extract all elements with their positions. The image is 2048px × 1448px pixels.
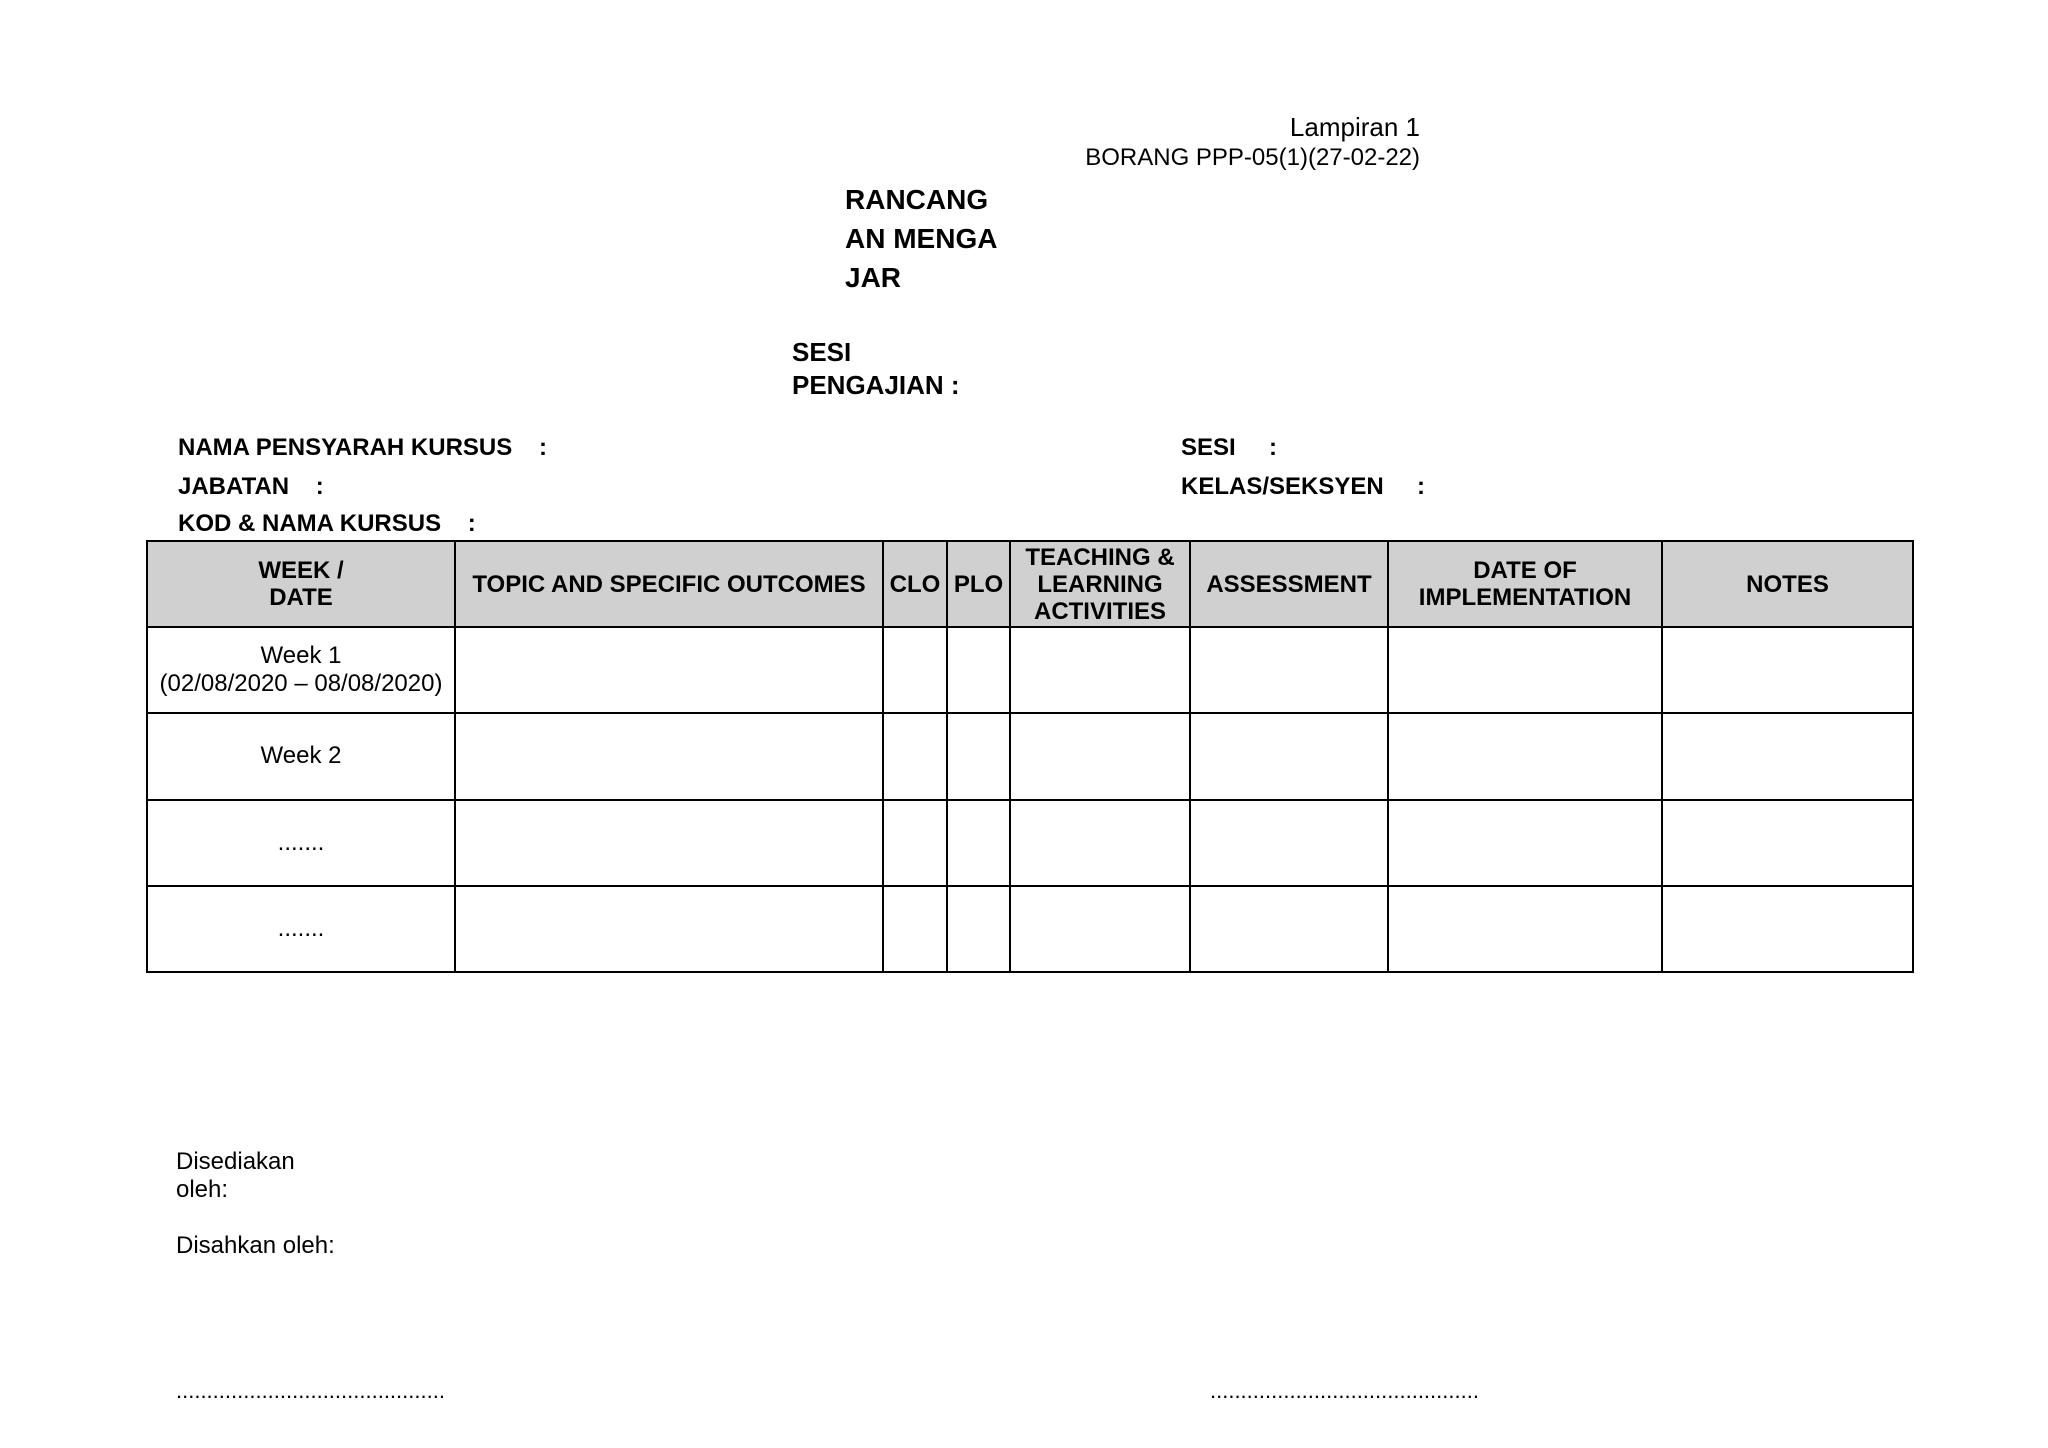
header-clo: CLO xyxy=(883,541,947,627)
empty-cell-notes xyxy=(1662,886,1913,972)
table-row xyxy=(147,886,1913,972)
empty-cell-date-of-implementation xyxy=(1388,627,1662,713)
empty-cell-clo xyxy=(883,886,947,972)
form-code: BORANG PPP-05(1)(27-02-22) xyxy=(1085,144,1420,171)
empty-cell-plo xyxy=(947,800,1010,886)
empty-cell-teaching-learning-activities xyxy=(1010,713,1190,799)
empty-cell-teaching-learning-activities xyxy=(1010,800,1190,886)
empty-cell-teaching-learning-activities xyxy=(1010,627,1190,713)
week-cell: ....... xyxy=(147,886,455,972)
sesi-field: SESI : xyxy=(1181,434,1278,461)
kelas-seksyen-field: KELAS/SEKSYEN : xyxy=(1181,473,1426,500)
table-row xyxy=(147,627,1913,713)
header-notes: NOTES xyxy=(1662,541,1913,627)
table-row xyxy=(147,800,1913,886)
table-row xyxy=(147,713,1913,799)
week-cell: Week 1 (02/08/2020 – 08/08/2020) xyxy=(147,627,455,713)
empty-cell-notes xyxy=(1662,800,1913,886)
table-header-row xyxy=(147,541,1913,627)
empty-cell-notes xyxy=(1662,627,1913,713)
empty-cell-assessment xyxy=(1190,627,1388,713)
header-plo: PLO xyxy=(947,541,1010,627)
empty-cell-topic-outcomes xyxy=(455,627,883,713)
signature-line-right: ............................................ xyxy=(1210,1378,1479,1403)
empty-cell-teaching-learning-activities xyxy=(1010,886,1190,972)
empty-cell-date-of-implementation xyxy=(1388,713,1662,799)
header-topic-outcomes: TOPIC AND SPECIFIC OUTCOMES xyxy=(455,541,883,627)
jabatan-field: JABATAN : xyxy=(178,473,324,500)
empty-cell-topic-outcomes xyxy=(455,800,883,886)
empty-cell-assessment xyxy=(1190,886,1388,972)
lampiran-label: Lampiran 1 xyxy=(1289,112,1420,142)
empty-cell-clo xyxy=(883,713,947,799)
empty-cell-clo xyxy=(883,627,947,713)
week-cell: ....... xyxy=(147,800,455,886)
sesi-pengajian-label: SESI PENGAJIAN : xyxy=(792,337,960,400)
disediakan-label: Disediakan oleh: xyxy=(176,1148,295,1203)
empty-cell-topic-outcomes xyxy=(455,713,883,799)
kod-nama-kursus-field: KOD & NAMA KURSUS : xyxy=(178,510,476,537)
empty-cell-plo xyxy=(947,713,1010,799)
header-date-of-implementation: DATE OF IMPLEMENTATION xyxy=(1388,541,1662,627)
empty-cell-plo xyxy=(947,886,1010,972)
empty-cell-assessment xyxy=(1190,800,1388,886)
disahkan-label: Disahkan oleh: xyxy=(176,1232,335,1259)
teaching-plan-table xyxy=(146,540,1914,973)
week-cell: Week 2 xyxy=(147,713,455,799)
empty-cell-assessment xyxy=(1190,713,1388,799)
empty-cell-date-of-implementation xyxy=(1388,886,1662,972)
empty-cell-topic-outcomes xyxy=(455,886,883,972)
empty-cell-date-of-implementation xyxy=(1388,800,1662,886)
header-assessment: ASSESSMENT xyxy=(1190,541,1388,627)
empty-cell-clo xyxy=(883,800,947,886)
empty-cell-notes xyxy=(1662,713,1913,799)
empty-cell-plo xyxy=(947,627,1010,713)
header-teaching-learning-activities: TEACHING & LEARNING ACTIVITIES xyxy=(1010,541,1190,627)
signature-line-left: ............................................ xyxy=(176,1378,445,1403)
header-week-date: WEEK / DATE xyxy=(147,541,455,627)
nama-pensyarah-field: NAMA PENSYARAH KURSUS : xyxy=(178,434,547,461)
document-title: RANCANGAN MENGAJAR xyxy=(845,184,998,293)
